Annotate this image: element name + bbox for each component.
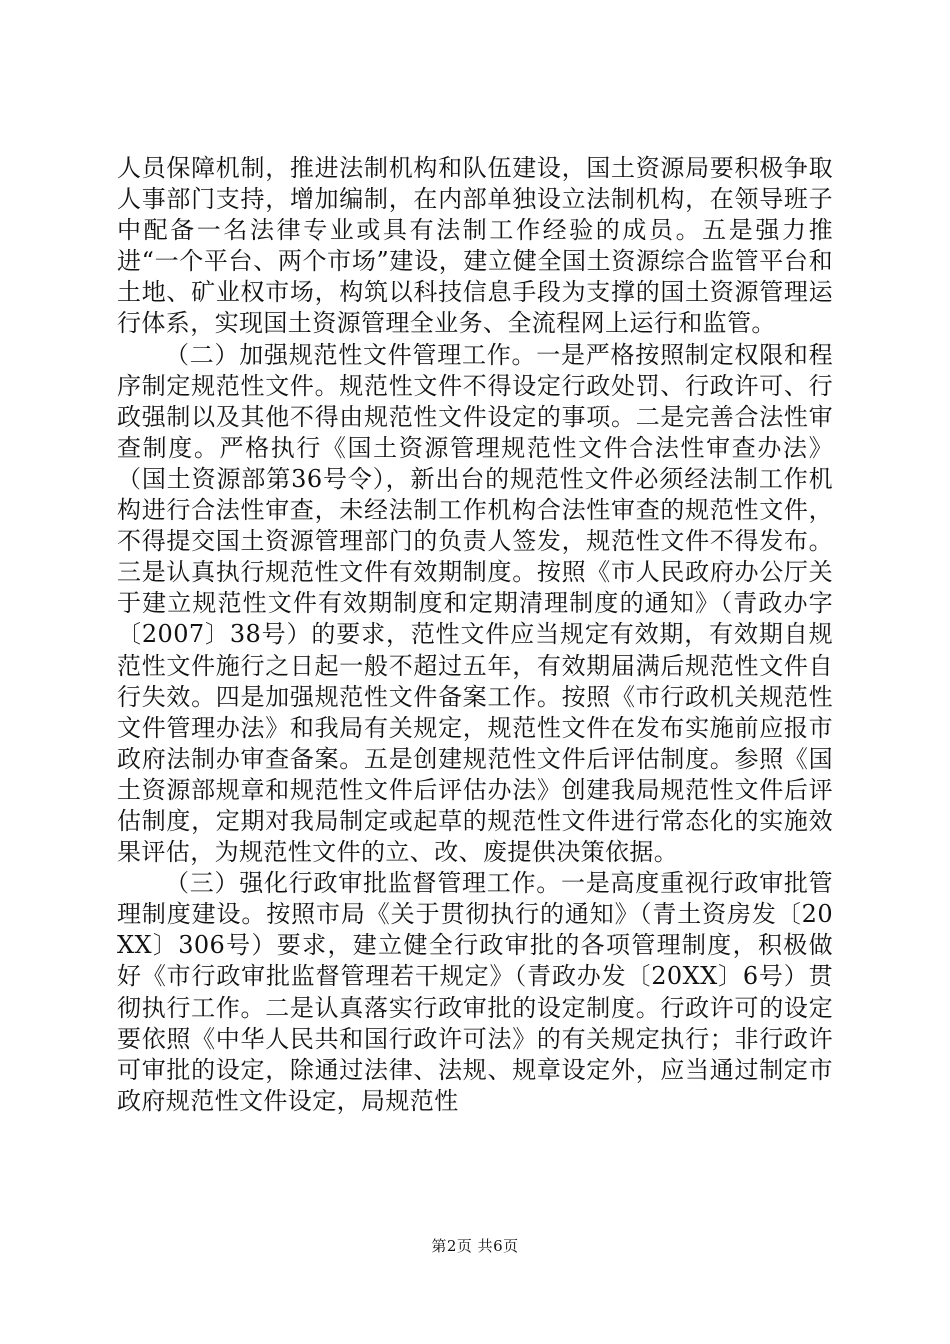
paragraph-3: （三）强化行政审批监督管理工作。一是高度重视行政审批管理制度建设。按照市局《关于贯彻执行的通知》（青土资房发〔20XX〕306号）要求，建立健全行政审批的各项管理制度，积极做好《市行政审批监督管理若干规定》（青政办发〔20XX〕6号）贯彻执行工作。二是认真落实行政审批的设定制度。行政许可的设定要依照《中华人民共和国行政许可法》的有关规定执行；非行政许可审批的设定，除通过法律、法规、规章设定外，应当通过制定市政府规范性文件设定，局规范性 bbox=[117, 869, 833, 1115]
document-body bbox=[117, 153, 833, 1117]
paragraph-1: 人员保障机制，推进法制机构和队伍建设，国土资源局要积极争取人事部门支持，增加编制，在内部单独设立法制机构，在领导班子中配备一名法律专业或具有法制工作经验的成员。五是强力推进“一个平台、两个市场”建设，建立健全国土资源综合监管平台和土地、矿业权市场，构筑以科技信息手段为支撑的国土资源管理运行体系，实现国土资源管理全业务、全流程网上运行和监管。 bbox=[117, 154, 833, 338]
paragraph-2: （二）加强规范性文件管理工作。一是严格按照制定权限和程序制定规范性文件。规范性文件不得设定行政处罚、行政许可、行政强制以及其他不得由规范性文件设定的事项。二是完善合法性审查制度。严格执行《国土资源管理规范性文件合法性审查办法》（国土资源部第36号令），新出台的规范性文件必须经法制工作机构进行合法性审查，未经法制工作机构合法性审查的规范性文件，不得提交国土资源管理部门的负责人签发，规范性文件不得发布。三是认真执行规范性文件有效期制度。按照《市人民政府办公厅关于建立规范性文件有效期制度和定期清理制度的通知》（青政办字〔2007〕38号）的要求，范性文件应当规定有效期，有效期自规范性文件施行之日起一般不超过五年，有效期届满后规范性文件自行失效。四是加强规范性文件备案工作。按照《市行政机关规范性文件管理办法》和我局有关规定，规范性文件在发布实施前应报市政府法制办审查备案。五是创建规范性文件后评估制度。参照《国土资源部规章和规范性文件后评估办法》创建我局规范性文件后评估制度，定期对我局制定或起草的规范性文件进行常态化的实施效果评估，为规范性文件的立、改、废提供决策依据。 bbox=[117, 340, 833, 867]
page-footer bbox=[0, 1236, 950, 1256]
page-number: 第2页 共6页 bbox=[431, 1237, 519, 1255]
